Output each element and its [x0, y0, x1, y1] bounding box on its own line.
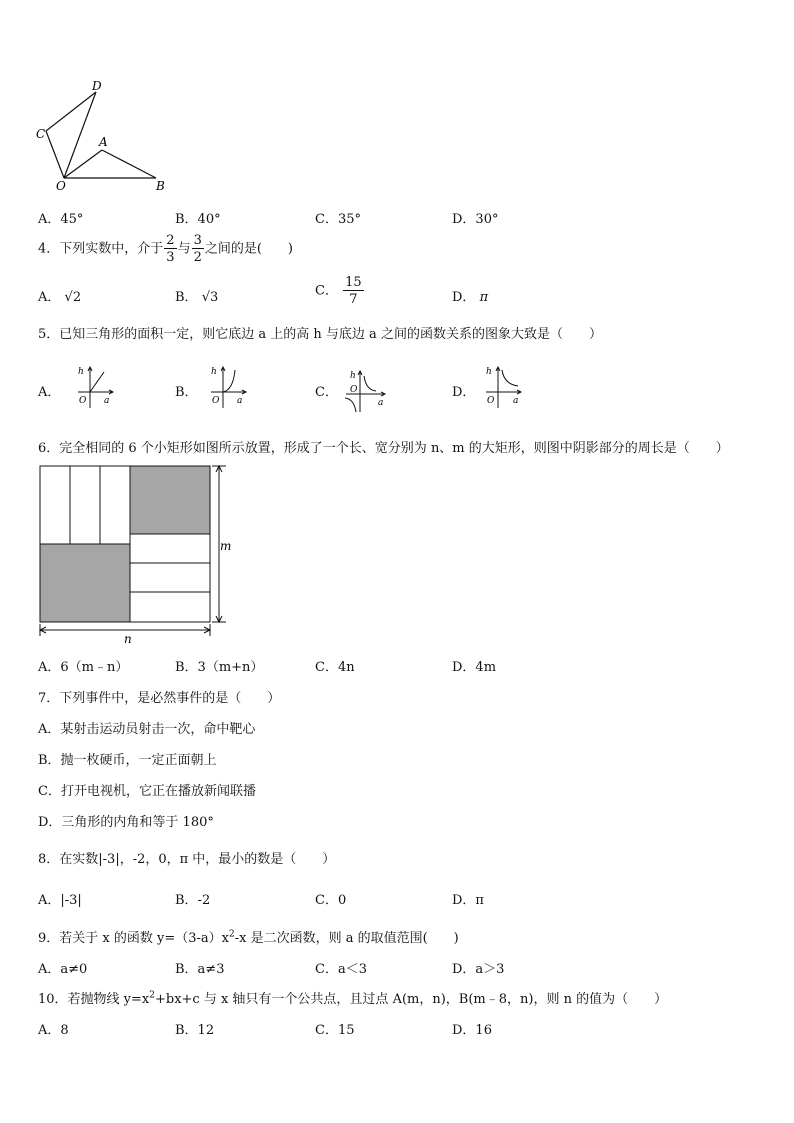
q9-option-d: D．a＞3: [452, 962, 505, 977]
q9-stem-a: 9．若关于 x 的函数 y=（3-a）x: [38, 931, 229, 946]
q6-option-c: C．4n: [315, 660, 355, 675]
q4-option-c: [315, 276, 365, 306]
q4-fraction-3-2: [192, 234, 204, 264]
rectangles-figure: [34, 462, 244, 644]
q7-option-b: B．抛一枚硬币，一定正面朝上: [38, 753, 217, 768]
q5-stem: 5．已知三角形的面积一定，则它底边 a 上的高 h 与底边 a 之间的函数关系的图象大致是（ ）: [38, 327, 602, 342]
q5-c-a: a: [378, 398, 384, 408]
q5-d-a: a: [513, 396, 519, 406]
point-d-label: D: [92, 79, 102, 93]
q5-d-h: h: [486, 367, 492, 377]
q5-option-d-label: D．: [452, 385, 476, 400]
q3-option-d: D．30°: [452, 212, 499, 227]
q4-c-den: 7: [349, 292, 358, 307]
angle-figure: [30, 76, 180, 196]
q5-a-o: O: [79, 396, 87, 406]
q9-stem-b: -x 是二次函数，则 a 的取值范围( ): [234, 931, 459, 946]
q9-option-b: B．a≠3: [175, 962, 225, 977]
q10-option-a: A．8: [38, 1023, 69, 1038]
q4-stem: [38, 234, 293, 264]
shaded-rect-top-right: [130, 466, 210, 534]
q4-c-num: 15: [345, 275, 362, 290]
q5-a-a: a: [104, 396, 110, 406]
q4-fraction-2-3: [164, 234, 176, 264]
q4-b-label: B．: [175, 290, 198, 305]
q5-c-curve-left: [345, 398, 356, 412]
q4-f2-den: 2: [193, 250, 202, 265]
q10-exponent: 2: [149, 990, 155, 1001]
q5-a-h: h: [78, 367, 84, 377]
q10-stem-a: 10．若抛物线 y=x: [38, 992, 150, 1007]
q4-f1-num: 2: [166, 233, 175, 248]
q9-option-a: A．a≠0: [38, 962, 88, 977]
q3-option-c: C．35°: [315, 212, 361, 227]
q10-stem: [38, 988, 667, 1007]
q4-stem-mid: 与: [177, 241, 191, 257]
q7-stem: 7．下列事件中，是必然事件的是（ ）: [38, 691, 281, 706]
q4-option-d: [452, 286, 488, 305]
q6-option-b: B．3（m+n）: [175, 660, 264, 675]
q7-option-c: C．打开电视机，它正在播放新闻联播: [38, 784, 256, 799]
n-label: n: [124, 632, 132, 644]
q5-b-a: a: [237, 396, 243, 406]
q4-option-b: [175, 286, 218, 305]
q4-stem-b: 之间的是( ): [204, 241, 294, 257]
q5-c-o: O: [350, 385, 358, 395]
q5-c-curve-right: [364, 376, 376, 391]
point-o-label: O: [56, 179, 66, 193]
q4-a-label: A．: [38, 290, 61, 305]
q4-b-value: √3: [201, 290, 219, 305]
q5-graph-a: [72, 362, 122, 412]
q4-stem-a: 4．下列实数中，介于: [38, 241, 164, 257]
q9-stem: [38, 927, 459, 946]
q7-option-a: A．某射击运动员射击一次，命中靶心: [38, 722, 256, 737]
shaded-rect-bottom-left: [40, 544, 130, 622]
q6-stem: 6．完全相同的 6 个小矩形如图所示放置，形成了一个长、宽分别为 n、m 的大矩形，则图中阴影部分的周长是（ ）: [38, 441, 729, 456]
q4-d-value: π: [479, 290, 489, 305]
q8-option-c: C．0: [315, 893, 347, 908]
q8-stem: 8．在实数|-3|，-2，0，π 中，最小的数是（ ）: [38, 852, 336, 867]
q8-option-b: B．-2: [175, 893, 211, 908]
q5-c-h: h: [350, 371, 356, 381]
q8-option-d: D．π: [452, 893, 484, 908]
q5-b-h: h: [211, 367, 217, 377]
q5-d-curve: [502, 370, 518, 386]
m-label: m: [220, 539, 232, 553]
q7-option-d: D．三角形的内角和等于 180°: [38, 815, 214, 830]
q6-option-a: A．6（m﹣n）: [38, 660, 129, 675]
q9-option-c: C．a＜3: [315, 962, 367, 977]
q9-exponent: 2: [228, 929, 235, 940]
q5-a-curve: [90, 372, 104, 392]
segment-ab: [102, 150, 156, 178]
q3-option-a: A．45°: [38, 212, 84, 227]
q10-option-c: C．15: [315, 1023, 355, 1038]
point-c-label: C: [36, 127, 46, 141]
q4-option-a: [38, 286, 81, 305]
q6-option-d: D．4m: [452, 660, 497, 675]
segment-oc: [46, 131, 64, 178]
q4-d-label: D．: [452, 290, 476, 305]
q5-option-a-label: A．: [38, 385, 61, 400]
q5-d-o: O: [487, 396, 495, 406]
q4-a-value: √2: [64, 290, 82, 305]
q10-stem-b: +bx+c 与 x 轴只有一个公共点，且过点 A(m，n)，B(m﹣8，n)，则 n 的值为（ ）: [154, 992, 668, 1007]
q5-option-b-label: B．: [175, 385, 198, 400]
q5-graph-b: [205, 362, 255, 412]
q4-f2-num: 3: [193, 233, 202, 248]
point-a-label: A: [99, 135, 108, 149]
q5-b-curve: [223, 370, 235, 392]
q5-option-c-label: C．: [315, 385, 338, 400]
q3-option-b: B．40°: [175, 212, 221, 227]
q10-option-b: B．12: [175, 1023, 215, 1038]
q4-c-fraction: [343, 276, 364, 306]
q4-c-label: C．: [315, 283, 338, 299]
q5-b-o: O: [212, 396, 220, 406]
q5-graph-d: [480, 362, 530, 412]
q4-f1-den: 3: [166, 250, 175, 265]
q8-option-a: A．|-3|: [38, 893, 82, 908]
point-b-label: B: [156, 179, 165, 193]
q10-option-d: D．16: [452, 1023, 492, 1038]
q5-graph-c: [342, 366, 392, 416]
